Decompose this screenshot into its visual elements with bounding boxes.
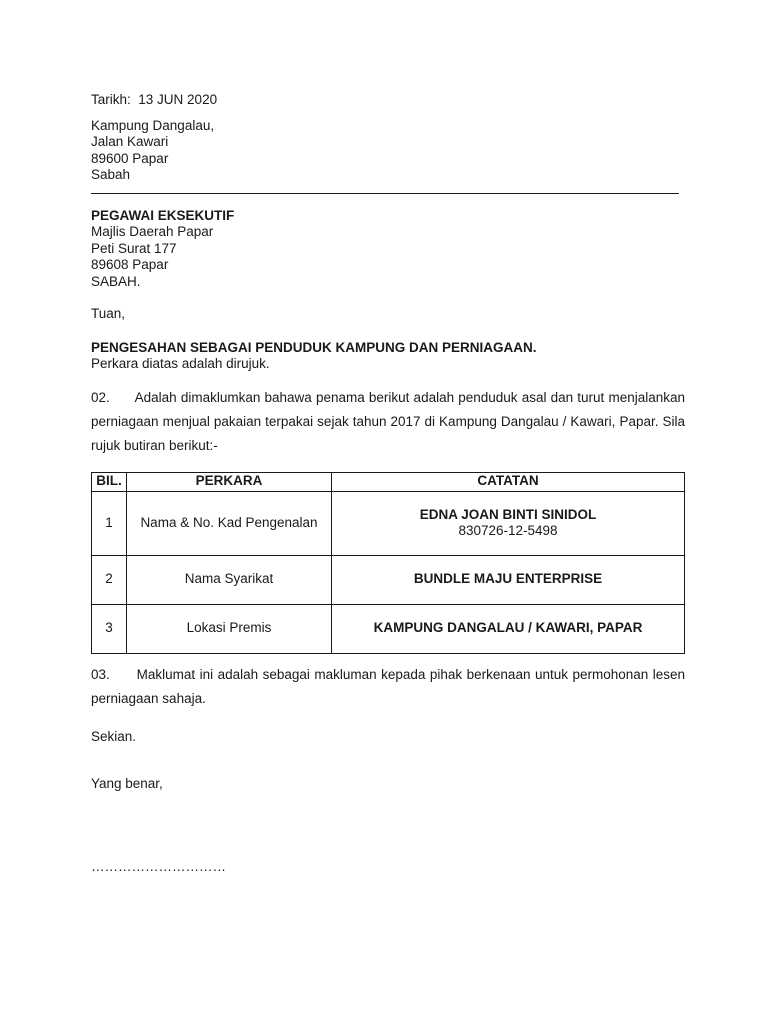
address-divider <box>91 193 679 194</box>
signature-line: ………………………… <box>91 858 226 874</box>
subject-heading: PENGESAHAN SEBAGAI PENDUDUK KAMPUNG DAN PERNIAGAAN. <box>91 339 537 355</box>
paragraph-03: 03. Maklumat ini adalah sebagai makluman kepada pihak berkenaan untuk permohonan lesen perniagaan sahaja. <box>91 666 685 706</box>
table-header-row <box>92 472 685 491</box>
cell-bil: 2 <box>92 555 127 604</box>
sender-address-line: 89600 Papar <box>91 150 169 166</box>
recipient-address-line: 89608 Papar <box>91 257 169 272</box>
recipient-title: PEGAWAI EKSEKUTIF <box>91 207 235 223</box>
recipient-address-line: Peti Surat 177 <box>91 240 177 256</box>
reference-line: Perkara diatas adalah dirujuk. <box>91 356 270 371</box>
date-label: Tarikh: <box>91 92 131 107</box>
letter-page <box>91 92 685 875</box>
cell-bil: 1 <box>92 491 127 555</box>
catatan-ic-number: 830726-12-5498 <box>458 523 558 538</box>
date-value: 13 JUN 2020 <box>138 92 218 107</box>
sender-address-line: Jalan Kawari <box>91 134 169 149</box>
cell-perkara: Nama & No. Kad Pengenalan <box>127 491 332 555</box>
table-row <box>92 604 685 653</box>
cell-catatan: BUNDLE MAJU ENTERPRISE <box>332 555 685 604</box>
cell-perkara: Nama Syarikat <box>127 555 332 604</box>
header-bil: BIL. <box>92 472 127 491</box>
paragraph-02: 02. Adalah dimaklumkan bahawa penama berikut adalah penduduk asal dan turut menjalankan perniagaan menjual pakaian terpakai sejak tahun 2017 di Kampung Dangalau / Kawari, Papar. Sila rujuk butiran berikut:- <box>91 389 685 453</box>
cell-bil: 3 <box>92 604 127 653</box>
recipient-address-line: SABAH. <box>91 273 141 289</box>
details-table <box>91 472 685 654</box>
header-catatan: CATATAN <box>332 472 685 491</box>
date-line <box>91 92 685 109</box>
table-row <box>92 555 685 604</box>
sender-address-line: Kampung Dangalau, <box>91 117 215 133</box>
header-perkara: PERKARA <box>127 472 332 491</box>
cell-catatan: KAMPUNG DANGALAU / KAWARI, PAPAR <box>332 604 685 653</box>
table-row <box>92 491 685 555</box>
sender-address-line: Sabah <box>91 167 131 182</box>
cell-perkara: Lokasi Premis <box>127 604 332 653</box>
recipient-address-line: Majlis Daerah Papar <box>91 224 214 239</box>
signoff: Yang benar, <box>91 776 163 791</box>
closing: Sekian. <box>91 728 137 744</box>
salutation: Tuan, <box>91 306 126 321</box>
cell-catatan <box>332 491 685 555</box>
catatan-name: EDNA JOAN BINTI SINIDOL <box>419 506 597 522</box>
recipient-address <box>91 208 685 291</box>
sender-address <box>91 118 685 184</box>
